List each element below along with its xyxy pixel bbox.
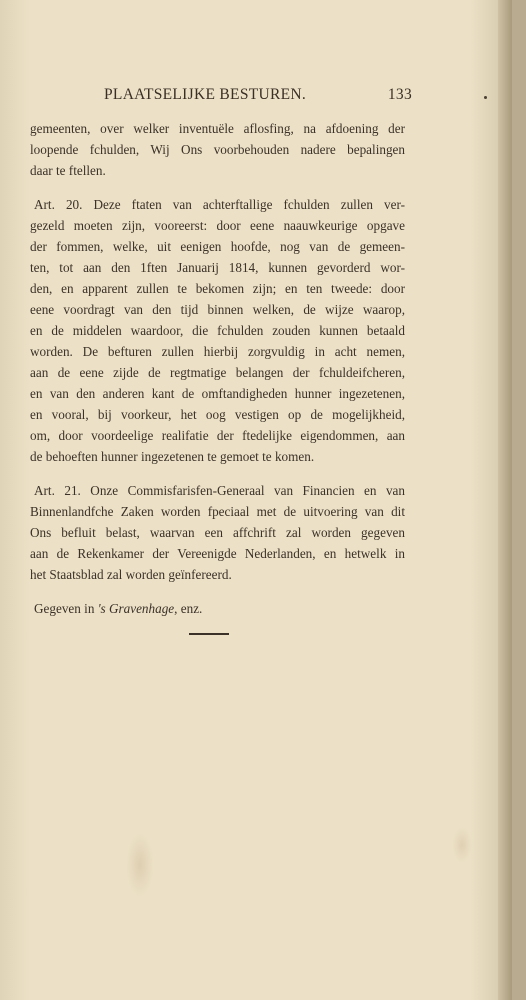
text-line: der fommen, welke, uit eenigen hoofde, nog van de gemeen-: [30, 239, 405, 254]
page-edge: [498, 0, 512, 1000]
text-line: worden. De befturen zullen hierbij zorgvuldig in acht nemen,: [30, 344, 405, 359]
text-line: loopende fchulden, Wij Ons voorbehouden nadere bepalingen: [30, 142, 405, 157]
text-line: en de middelen waardoor, die fchulden zouden kunnen betaald: [30, 323, 405, 338]
running-header: [104, 86, 412, 104]
text-line: gemeenten, over welker inventuële aflosfing, na afdoening der: [30, 121, 405, 136]
text-line: Art. 20. Deze ftaten van achterftallige fchulden zullen ver-: [34, 197, 405, 212]
closing-line: [30, 598, 405, 619]
text-line: Art. 21. Onze Commisfarisfen-Generaal van Financien en van: [34, 483, 405, 498]
text-line: den, en apparent zullen te bekomen zijn; en ten tweede: door: [30, 281, 405, 296]
running-header-title: PLAATSELIJKE BESTUREN.: [104, 86, 307, 103]
text-line: om, door voordeelige realifatie der ftedelijke eigendommen, aan: [30, 428, 405, 443]
closing-prefix: Gegeven in: [34, 601, 98, 616]
paragraph-continuation: [30, 118, 405, 181]
end-rule: [189, 633, 229, 635]
text-line: en vooral, bij voorkeur, het oog vestigen op de mogelijkheid,: [30, 407, 405, 422]
text-line: daar te ftellen.: [30, 163, 106, 178]
text-line: Binnenlandfche Zaken worden fpeciaal met de uitvoering van dit: [30, 504, 405, 519]
text-line: aan de Rekenkamer der Vereenigde Nederlanden, en hetwelk in: [30, 546, 405, 561]
text-line: ten, tot aan den 1ften Januarij 1814, kunnen gevorderd wor-: [30, 260, 405, 275]
body-text: [30, 118, 405, 619]
paragraph-art-21: [30, 480, 405, 585]
text-line: aan de eene zijde de regtmatige belangen der fchuldeifcheren,: [30, 365, 405, 380]
page-number: 133: [387, 86, 412, 103]
paragraph-art-20: [30, 194, 405, 467]
text-line: de behoeften hunner ingezetenen te gemoet te komen.: [30, 449, 315, 464]
text-line: en van den anderen kant de omftandigheden hunner ingezetenen,: [30, 386, 405, 401]
ink-spot: [484, 96, 487, 99]
text-line: gezeld moeten zijn, vooreerst: door eene naauwkeurige opgave: [30, 218, 405, 233]
text-line: eene voordragt van den tijd binnen welken, de wijze waarop,: [30, 302, 405, 317]
text-line: het Staatsblad zal worden geïnfereerd.: [30, 567, 232, 582]
closing-suffix: , enz.: [174, 601, 203, 616]
text-line: Ons befluit belast, waarvan een affchrift zal worden gegeven: [30, 525, 405, 540]
closing-place: 's Gravenhage: [97, 601, 175, 616]
